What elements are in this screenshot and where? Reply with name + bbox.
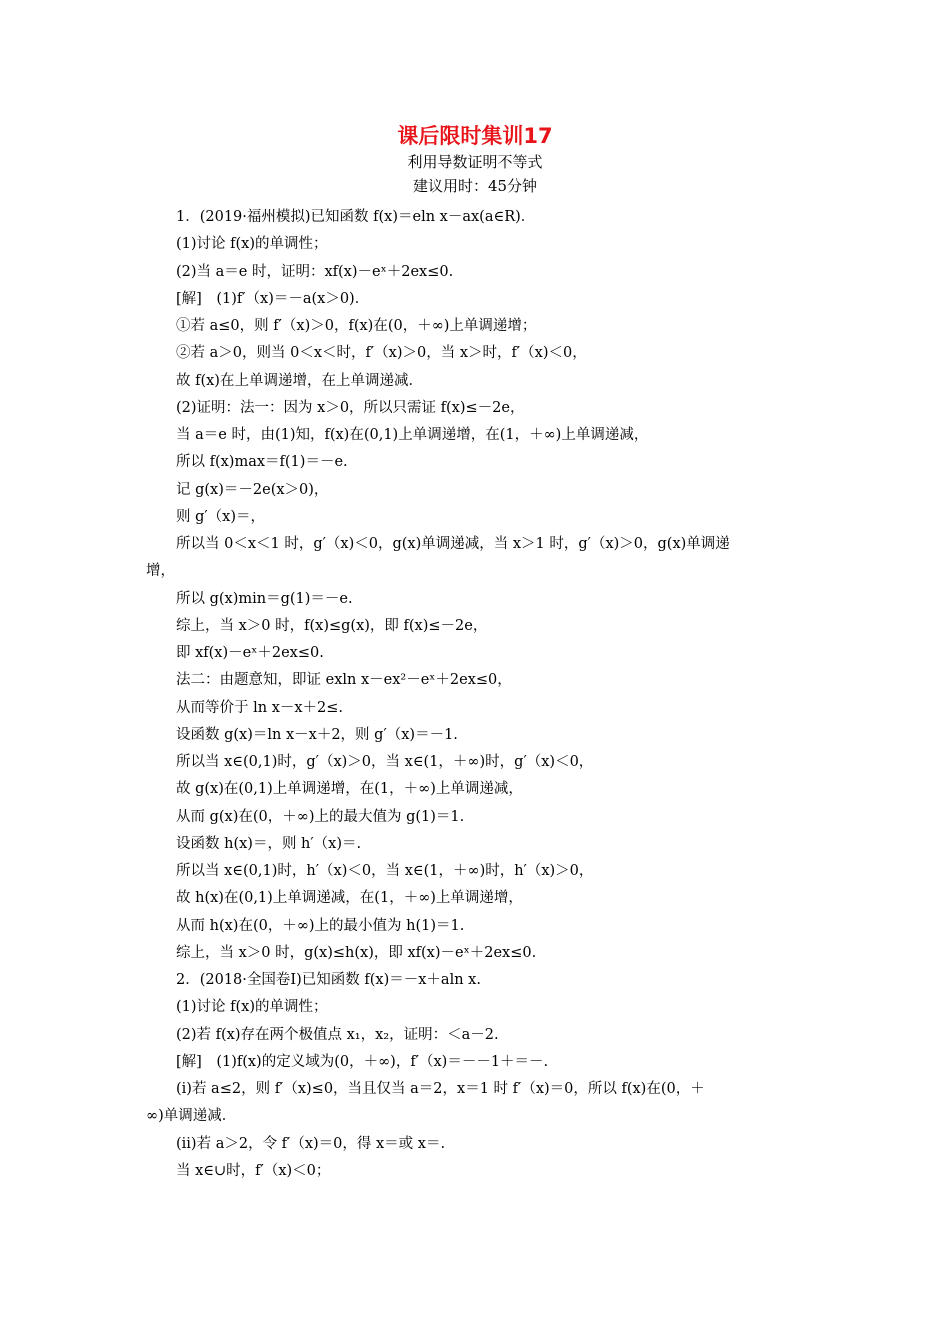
text-line: 所以 g(x)min＝g(1)＝－e.: [176, 590, 353, 607]
text-line: ②若 a＞0，则当 0＜x＜时，f′（x)＞0，当 x＞时，f′（x)＜0，: [176, 345, 587, 362]
time-hint: 建议用时：45分钟: [412, 177, 538, 195]
page-title: 课后限时集训17: [397, 124, 553, 148]
text-line: ∞)单调递减．: [146, 1108, 237, 1125]
text-line: 1．(2019·福州模拟)已知函数 f(x)＝eln x－ax(a∈R)．: [176, 209, 536, 225]
text-line: 增，: [146, 563, 175, 580]
document-body: [146, 204, 806, 1185]
text-line: 法二：由题意知，即证 exln x－ex²－eˣ＋2ex≤0，: [176, 672, 512, 689]
text-line: ①若 a≤0，则 f′（x)＞0，f(x)在(0，＋∞)上单调递增；: [176, 318, 537, 334]
text-line: 故 f(x)在上单调递增，在上单调递减．: [176, 372, 423, 389]
text-line: [解] (1)f(x)的定义域为(0，＋∞)，f′（x)＝－－1＋＝－.: [176, 1053, 549, 1070]
text-line: 所以当 x∈(0,1)时，g′（x)＞0，当 x∈(1，＋∞)时，g′（x)＜0，: [176, 754, 594, 770]
text-line: 所以 f(x)max＝f(1)＝－e.: [176, 454, 348, 471]
text-line: [解] (1)f′（x)＝－a(x＞0)．: [176, 290, 370, 307]
text-line: 当 a＝e 时，由(1)知，f(x)在(0,1)上单调递增，在(1，＋∞)上单调递减，: [176, 427, 649, 443]
text-line: 从而 g(x)在(0，＋∞)上的最大值为 g(1)＝1.: [176, 808, 465, 825]
text-line: 设函数 g(x)＝ln x－x＋2，则 g′（x)＝－1.: [176, 726, 458, 743]
text-line: 从而等价于 ln x－x＋2≤.: [176, 699, 344, 716]
text-line: 故 h(x)在(0,1)上单调递减，在(1，＋∞)上单调递增，: [176, 890, 523, 907]
page-subtitle: 利用导数证明不等式: [407, 153, 543, 171]
text-line: 记 g(x)＝－2e(x＞0)，: [176, 481, 329, 498]
text-line: 2．(2018·全国卷Ⅰ)已知函数 f(x)＝－x＋aln x.: [176, 972, 481, 988]
text-line: 从而 h(x)在(0，＋∞)上的最小值为 h(1)＝1.: [176, 917, 465, 934]
text-line: (1)讨论 f(x)的单调性；: [176, 999, 328, 1016]
text-line: (2)若 f(x)存在两个极值点 x₁，x₂，证明：＜a－2.: [176, 1026, 499, 1043]
text-line: 即 xf(x)－eˣ＋2ex≤0.: [176, 645, 324, 661]
text-line: 故 g(x)在(0,1)上单调递增，在(1，＋∞)上单调递减，: [176, 781, 523, 798]
text-line: 所以当 0＜x＜1 时，g′（x)＜0，g(x)单调递减，当 x＞1 时，g′（x)＞0，g(x)单调递: [176, 536, 730, 552]
text-line: (2)证明：法一：因为 x＞0，所以只需证 f(x)≤－2e，: [176, 399, 525, 416]
text-line: 综上，当 x＞0 时，f(x)≤g(x)，即 f(x)≤－2e，: [176, 617, 488, 634]
text-line: (1)讨论 f(x)的单调性；: [176, 236, 328, 253]
text-line: 设函数 h(x)＝，则 h′（x)＝.: [176, 835, 362, 852]
text-line: (ⅰ)若 a≤2，则 f′（x)≤0，当且仅当 a＝2，x＝1 时 f′（x)＝0，所以 f(x)在(0，＋: [176, 1081, 705, 1097]
text-line: (ⅱ)若 a＞2，令 f′（x)＝0，得 x＝或 x＝.: [176, 1135, 446, 1152]
text-line: 所以当 x∈(0,1)时，h′（x)＜0，当 x∈(1，＋∞)时，h′（x)＞0，: [176, 863, 594, 879]
text-line: 当 x∈∪时，f′（x)＜0；: [176, 1162, 331, 1179]
text-line: 则 g′（x)＝，: [176, 508, 266, 525]
text-line: (2)当 a＝e 时，证明：xf(x)－eˣ＋2ex≤0.: [176, 263, 454, 280]
text-line: 综上，当 x＞0 时，g(x)≤h(x)，即 xf(x)－eˣ＋2ex≤0.: [176, 944, 537, 961]
